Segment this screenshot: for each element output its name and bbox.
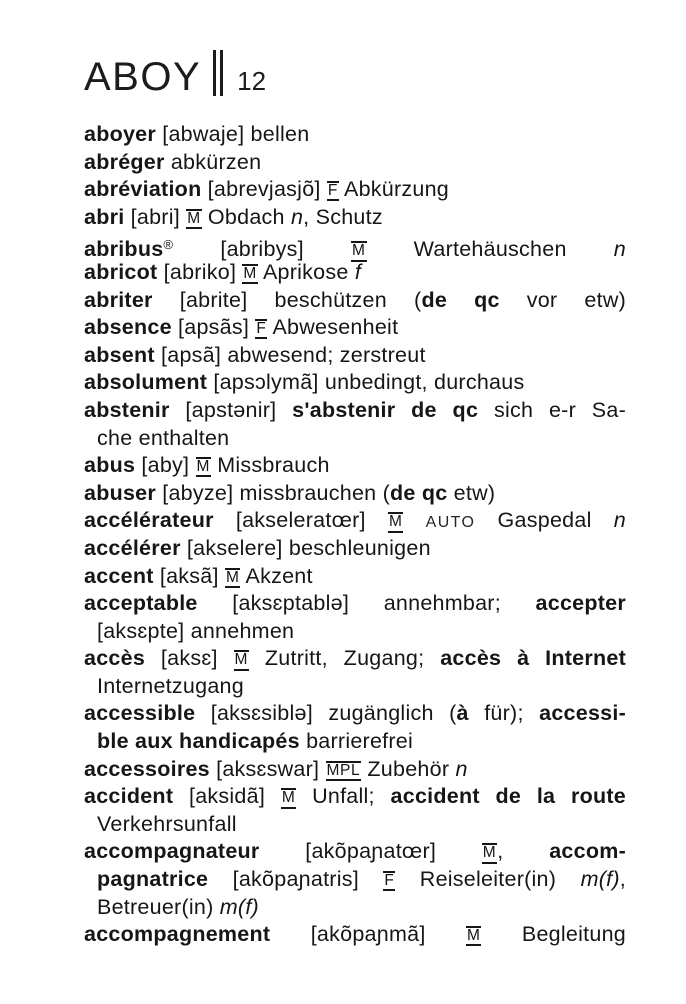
double-vertical-bar-icon — [213, 50, 223, 96]
dictionary-entry — [84, 535, 626, 563]
entry-line — [84, 452, 626, 480]
text-segment: Reiseleiter(in) — [395, 867, 581, 892]
gender-marker: M — [281, 788, 297, 808]
text-segment: [aksɛptablə] annehmbar; — [197, 591, 536, 616]
bold-phrase: de qc — [390, 480, 448, 505]
entry-line — [84, 287, 626, 315]
headword: accident — [84, 784, 174, 809]
text-segment: Verkehrsunfall — [97, 811, 237, 836]
text-segment: [aby] — [135, 453, 196, 478]
text-segment: [apstənir] — [169, 397, 293, 422]
page-number: 12 — [237, 66, 267, 96]
bold-phrase: accessi- — [539, 701, 627, 726]
entry-line — [84, 618, 626, 646]
headword: abriter — [84, 287, 153, 312]
text-segment: barrierefrei — [299, 729, 414, 754]
text-segment: Aprikose — [257, 259, 355, 284]
bold-phrase: accom- — [549, 839, 626, 864]
bold-phrase: ble aux handicapés — [97, 729, 300, 754]
headword: abri — [84, 204, 125, 229]
entry-line — [84, 231, 627, 262]
headword: abuser — [84, 480, 157, 505]
text-segment: [akselere] beschleunigen — [180, 535, 431, 560]
entry-line — [84, 700, 626, 728]
dictionary-entry — [84, 397, 626, 452]
dictionary-entry — [84, 369, 626, 397]
dictionary-entry — [84, 480, 626, 508]
headword: abstenir — [84, 397, 170, 422]
headword: aboyer — [84, 122, 157, 146]
entry-line — [84, 425, 626, 453]
entry-line — [84, 149, 626, 177]
headword: abréviation — [84, 177, 202, 202]
text-segment: Unfall; — [296, 784, 391, 809]
headword: accès — [84, 646, 146, 671]
text-segment: [akõpaɲatris] — [208, 867, 384, 892]
text-segment: [abwaje] bellen — [156, 122, 310, 146]
dictionary-entry — [84, 121, 626, 149]
text-segment: [abribys] — [173, 237, 351, 262]
gender-marker: MPL — [326, 761, 362, 781]
dictionary-entry — [84, 645, 626, 700]
text-segment: etw) — [447, 480, 496, 505]
headword: abus — [84, 453, 136, 478]
headword: accessoires — [84, 756, 210, 781]
text-segment: Abwesenheit — [267, 315, 399, 340]
bold-phrase: pagnatrice — [97, 867, 209, 892]
text-segment: für); — [468, 701, 540, 726]
gender-marker: M — [196, 457, 212, 477]
entry-line — [84, 673, 626, 701]
entry-line — [84, 563, 626, 591]
text-segment: [aksɛsiblə] zugänglich ( — [195, 701, 457, 726]
headword: absolument — [84, 370, 208, 395]
headword: acceptable — [84, 591, 198, 616]
dictionary-entry — [84, 700, 626, 755]
dictionary-entry — [84, 783, 626, 838]
entry-line — [84, 397, 626, 425]
entry-line — [84, 838, 626, 866]
gender-marker: M — [351, 241, 367, 261]
gender-marker: M — [466, 926, 482, 946]
entry-list — [84, 121, 626, 949]
dictionary-entry — [84, 590, 626, 645]
gender-marker: M — [186, 209, 202, 229]
dictionary-entry — [84, 342, 626, 370]
dictionary-entry — [84, 452, 626, 480]
text-segment: [akseleratœr] — [213, 508, 388, 533]
text-segment: [apsã] abwesend; zerstreut — [154, 342, 426, 367]
entry-line — [84, 866, 626, 894]
dictionary-entry — [84, 507, 626, 535]
bold-phrase: à — [456, 701, 469, 726]
entry-line — [84, 811, 626, 839]
entry-line — [84, 645, 626, 673]
bold-phrase: accès à Internet — [440, 646, 627, 671]
headword: accent — [84, 563, 154, 588]
grammar-note: n — [455, 756, 468, 781]
dictionary-entry — [84, 204, 626, 232]
text-segment: [apsɔlymã] unbedingt, durchaus — [207, 370, 525, 395]
text-segment: Begleitung — [481, 922, 626, 947]
headword: accélérateur — [84, 508, 214, 533]
headword: accompagnement — [84, 922, 271, 947]
text-segment: sich e-r Sa- — [478, 397, 627, 422]
text-segment: Gaspedal — [475, 508, 614, 533]
headword: accélérer — [84, 535, 181, 560]
headword: abréger — [84, 149, 165, 174]
text-segment: Obdach — [201, 204, 291, 229]
text-segment: , — [497, 839, 550, 864]
text-segment: [akõpaɲatœr] — [259, 839, 482, 864]
dictionary-entry — [84, 314, 626, 342]
guide-word: ABOY — [84, 55, 202, 99]
bold-phrase: accepter — [535, 591, 626, 616]
text-segment: Missbrauch — [211, 453, 330, 478]
text-segment: [abrevjasjõ] — [201, 177, 327, 202]
headword: absence — [84, 315, 172, 340]
gender-marker: F — [327, 181, 339, 201]
dictionary-entry — [84, 231, 627, 262]
text-segment: vor etw) — [499, 287, 627, 312]
gender-marker: M — [242, 264, 258, 284]
gender-marker: F — [383, 871, 395, 891]
text-segment: [aksɛ] — [145, 646, 234, 671]
grammar-note: m(f) — [219, 894, 259, 919]
gender-marker: M — [482, 843, 498, 863]
entry-line — [84, 480, 626, 508]
entry-line — [84, 894, 626, 922]
headword: accessible — [84, 701, 196, 726]
text-segment: [abriko] — [157, 259, 243, 284]
grammar-note: n — [290, 204, 304, 229]
entry-line — [84, 259, 626, 287]
text-segment: Betreuer(in) — [97, 894, 220, 919]
text-segment: Internetzugang — [97, 673, 244, 698]
gender-marker: M — [225, 568, 241, 588]
dictionary-entry — [84, 259, 626, 287]
text-segment: [aksã] — [153, 563, 225, 588]
registered-mark-icon: ® — [163, 237, 174, 253]
dictionary-entry — [84, 838, 626, 921]
dictionary-entry — [84, 287, 626, 315]
text-segment: , Schutz — [303, 204, 383, 229]
entry-line — [84, 507, 626, 535]
text-segment: [aksɛpte] annehmen — [97, 618, 295, 643]
text-segment: [abrite] beschützen ( — [152, 287, 422, 312]
text-segment: Wartehäuschen — [366, 237, 614, 262]
entry-line — [84, 756, 626, 784]
bold-phrase: accident de la route — [390, 784, 627, 809]
entry-line — [84, 342, 626, 370]
entry-line — [84, 728, 626, 756]
text-segment: [akõpaɲmã] — [270, 922, 466, 947]
entry-line — [84, 369, 626, 397]
text-segment: , — [619, 867, 626, 892]
text-segment: [apsãs] — [171, 315, 256, 340]
text-segment: [aksidã] — [173, 784, 281, 809]
dictionary-entry — [84, 756, 626, 784]
entry-line — [84, 204, 626, 232]
gender-marker: M — [388, 512, 404, 532]
gender-marker: F — [255, 319, 267, 339]
headword: accompagnateur — [84, 839, 260, 864]
entry-line — [84, 590, 626, 618]
entry-line — [84, 176, 626, 204]
text-segment — [403, 508, 425, 532]
headword: absent — [84, 342, 155, 367]
entry-line — [84, 921, 626, 949]
grammar-note: n — [613, 508, 626, 533]
entry-line — [84, 535, 626, 563]
gender-marker: M — [234, 650, 250, 670]
dictionary-entry — [84, 921, 626, 949]
text-segment: [abri] — [124, 204, 187, 229]
text-segment: Zubehör — [361, 756, 456, 781]
text-segment: che enthalten — [97, 425, 230, 450]
domain-label: AUTO — [425, 514, 476, 532]
dictionary-entry — [84, 563, 626, 591]
bold-phrase: s'abstenir de qc — [292, 397, 479, 422]
text-segment: Zutritt, Zugang; — [249, 646, 441, 671]
grammar-note: n — [613, 237, 627, 262]
dictionary-entry — [84, 176, 626, 204]
entry-line — [84, 314, 626, 342]
headword: abricot — [84, 259, 158, 284]
text-segment: Akzent — [240, 563, 313, 588]
grammar-note: m(f) — [580, 867, 620, 892]
headword: abribus — [84, 237, 164, 262]
page-header — [84, 44, 626, 97]
dictionary-entry — [84, 149, 626, 177]
text-segment: Abkürzung — [338, 177, 450, 202]
bold-phrase: de qc — [421, 287, 500, 312]
entry-line — [84, 783, 626, 811]
text-segment: [aksɛswar] — [209, 756, 326, 781]
text-segment: [abyze] missbrauchen ( — [156, 480, 391, 505]
grammar-note: f — [354, 259, 362, 284]
text-segment: abkürzen — [164, 149, 262, 174]
entry-line — [84, 121, 626, 149]
